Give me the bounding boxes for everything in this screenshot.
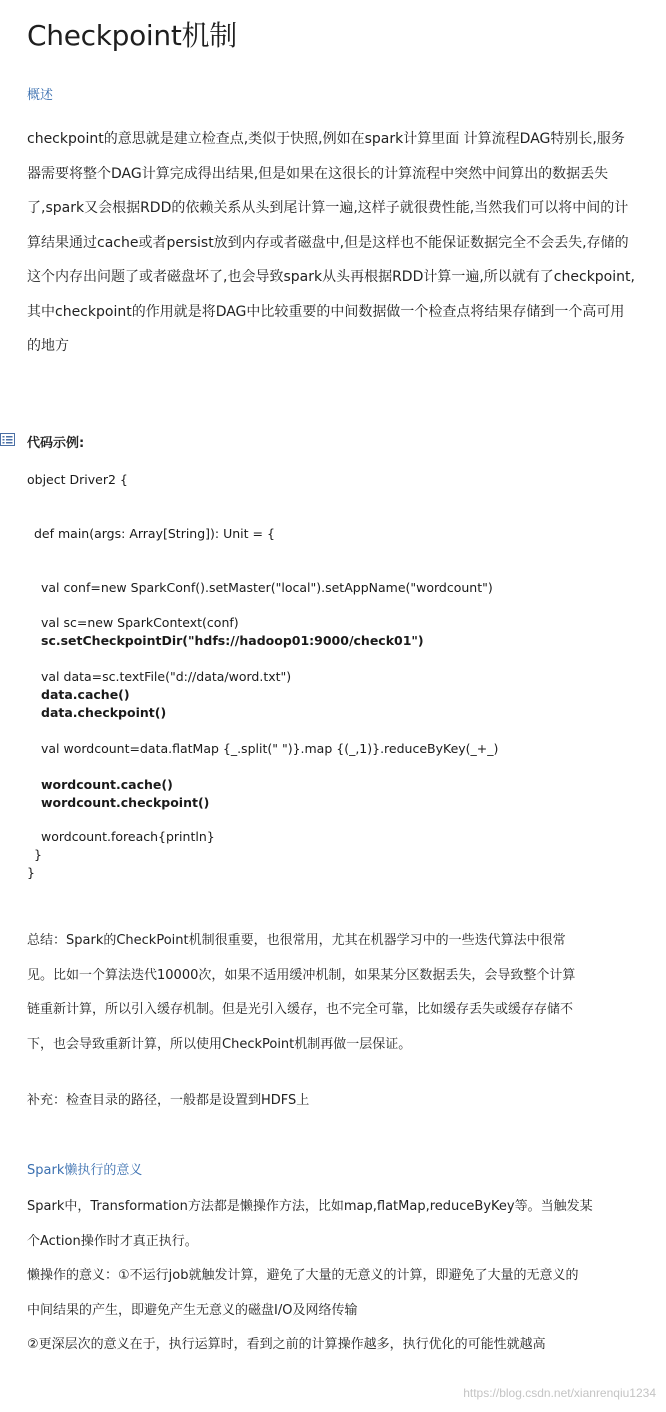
intro-line: 器需要将整个DAG计算完成得出结果,但是如果在这很长的计算流程中突然中间算出的数据丢失 — [27, 165, 609, 182]
code-line-bold: data.checkpoint() — [41, 705, 167, 720]
code-line-bold: sc.setCheckpointDir("hdfs://hadoop01:9000/check01") — [41, 633, 424, 648]
intro-line: 算结果通过cache或者persist放到内存或者磁盘中,但是这样也不能保证数据完全不会丢失,存储的 — [27, 234, 629, 251]
intro-line: 的地方 — [27, 338, 69, 354]
code-line-bold: data.cache() — [41, 687, 130, 702]
page-title: Checkpoint机制 — [27, 19, 237, 52]
code-line-bold: wordcount.checkpoint() — [41, 795, 210, 810]
code-line: val conf=new SparkConf().setMaster("local").setAppName("wordcount") — [41, 580, 493, 595]
lazy-execution-heading: Spark懒执行的意义 — [27, 1163, 143, 1178]
code-line: wordcount.foreach{println} — [41, 829, 215, 844]
summary-line: 链重新计算，所以引入缓存机制。但是光引入缓存，也不完全可靠，比如缓存丢失或缓存存储不 — [27, 1002, 574, 1017]
lazy-line: 懒操作的意义：①不运行job就触发计算，避免了大量的无意义的计算，即避免了大量的无意义的 — [27, 1268, 579, 1283]
code-line: val wordcount=data.flatMap {_.split(" ")}.map {(_,1)}.reduceByKey(_+_) — [41, 741, 499, 756]
code-line: } — [34, 847, 42, 862]
lazy-line: Spark中，Transformation方法都是懒操作方法，比如map,flatMap,reduceByKey等。当触发某 — [27, 1199, 593, 1214]
code-line: def main(args: Array[String]): Unit = { — [34, 526, 275, 541]
code-line: val data=sc.textFile("d://data/word.txt") — [41, 669, 292, 684]
document-list-icon — [0, 432, 15, 447]
code-line: } — [27, 865, 35, 880]
intro-line: 这个内存出问题了或者磁盘坏了,也会导致spark从头再根据RDD计算一遍,所以就有了checkpoint, — [27, 269, 635, 285]
intro-line: 其中checkpoint的作用就是将DAG中比较重要的中间数据做一个检查点将结果存储到一个高可用 — [27, 303, 625, 320]
code-line-bold: wordcount.cache() — [41, 777, 173, 792]
intro-paragraph — [27, 122, 653, 364]
lazy-execution-paragraph — [27, 1190, 653, 1363]
watermark: https://blog.csdn.net/xianrenqiu1234 — [463, 1386, 656, 1400]
lazy-line: 个Action操作时才真正执行。 — [27, 1233, 198, 1249]
lazy-line: 中间结果的产生，即避免产生无意义的磁盘I/O及网络传输 — [27, 1302, 358, 1318]
summary-paragraph — [27, 924, 653, 1062]
lazy-line: ②更深层次的意义在于，执行运算时，看到之前的计算操作越多，执行优化的可能性就越高 — [27, 1337, 546, 1352]
summary-line: 下，也会导致重新计算，所以使用CheckPoint机制再做一层保证。 — [27, 1036, 412, 1052]
code-line: val sc=new SparkContext(conf) — [41, 615, 239, 630]
supplement-note: 补充：检查目录的路径，一般都是设置到HDFS上 — [27, 1093, 310, 1108]
intro-line: checkpoint的意思就是建立检查点,类似于快照,例如在spark计算里面 计算流程DAG特别长,服务 — [27, 131, 625, 147]
overview-heading: 概述 — [27, 88, 54, 103]
summary-line: 见。比如一个算法迭代10000次，如果不适用缓冲机制，如果某分区数据丢失，会导致整个计算 — [27, 967, 576, 983]
code-line: object Driver2 { — [27, 472, 128, 487]
summary-line: 总结：Spark的CheckPoint机制很重要，也很常用，尤其在机器学习中的一些迭代算法中很常 — [27, 933, 566, 948]
intro-line: 了,spark又会根据RDD的依赖关系从头到尾计算一遍,这样子就很费性能,当然我们可以将中间的计 — [27, 200, 629, 216]
code-example-heading: 代码示例: — [27, 436, 85, 451]
